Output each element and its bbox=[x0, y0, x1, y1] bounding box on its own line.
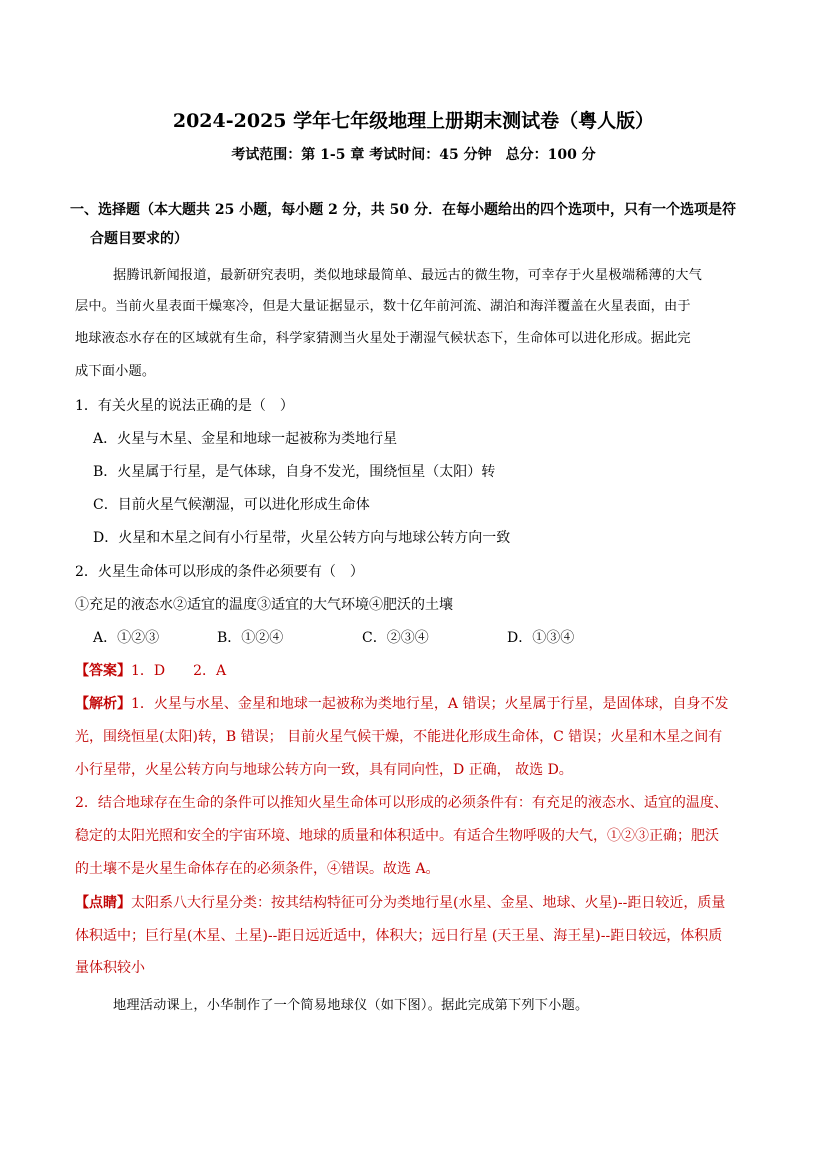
answer-line bbox=[75, 661, 226, 681]
answer-label: 【答案】 bbox=[75, 663, 131, 679]
material-paragraph-line: 成下面小题。 bbox=[75, 364, 156, 379]
tip-line: 体积适中；巨行星(木星、土星)--距日远近适中，体积大；远日行星 (天王星、海王星)--距日较远，体积质 bbox=[75, 928, 723, 944]
question-1-option-a: A．火星与木星、金星和地球一起被称为类地行星 bbox=[93, 431, 398, 447]
material-paragraph-line: 地球液态水存在的区域就有生命，科学家猜测当火星处于潮湿气候状态下，生命体可以进化形成。据此完 bbox=[75, 331, 691, 346]
question-1-stem: 1．有关火星的说法正确的是（ ） bbox=[75, 398, 294, 414]
tip-label: 【点睛】 bbox=[75, 895, 131, 911]
analysis-line: 稳定的太阳光照和安全的宇宙环境、地球的质量和体积适中。有适合生物呼吸的大气，①②③正确；肥沃 bbox=[75, 828, 719, 844]
question-1-option-d: D．火星和木星之间有小行星带，火星公转方向与地球公转方向一致 bbox=[93, 530, 511, 546]
tip-line: 量体积较小 bbox=[75, 960, 145, 976]
question-2-option-d: D．①③④ bbox=[507, 630, 575, 646]
question-2-option-c: C．②③④ bbox=[362, 630, 429, 646]
tip-line bbox=[75, 893, 725, 913]
material-paragraph-line: 据腾讯新闻报道，最新研究表明，类似地球最简单、最远古的微生物，可幸存于火星极端稀薄的大气 bbox=[113, 268, 703, 283]
analysis-line: 光，围绕恒星(太阳)转，B 错误； 目前火星气候干燥，不能进化形成生命体，C 错误；火星和木星之间有 bbox=[75, 729, 723, 745]
analysis-label: 【解析】 bbox=[75, 696, 131, 712]
question-1-option-b: B．火星属于行星，是气体球，自身不发光，围绕恒星（太阳）转 bbox=[93, 464, 496, 480]
question-2-stem: 2．火星生命体可以形成的条件必须要有（ ） bbox=[75, 564, 364, 580]
analysis-line: 2．结合地球存在生命的条件可以推知火星生命体可以形成的必须条件有：有充足的液态水、适宜的温度、 bbox=[75, 795, 728, 811]
analysis-text: 1．火星与水星、金星和地球一起被称为类地行星，A 错误；火星属于行星，是固体球，自身不发 bbox=[131, 696, 729, 712]
question-2-conditions: ①充足的液态水②适宜的温度③适宜的大气环境④肥沃的土壤 bbox=[75, 597, 453, 613]
page-title: 2024-2025 学年七年级地理上册期末测试卷（粤人版） bbox=[172, 110, 655, 132]
section-heading-line2: 合题目要求的） bbox=[90, 231, 188, 247]
material-2-paragraph: 地理活动课上，小华制作了一个简易地球仪（如下图）。据此完成第下列下小题。 bbox=[113, 998, 589, 1013]
answer-text: 1．D 2．A bbox=[131, 663, 227, 679]
analysis-line bbox=[75, 694, 728, 714]
tip-text: 太阳系八大行星分类：按其结构特征可分为类地行星(水星、金星、地球、火星)--距日较近，质量 bbox=[131, 895, 726, 911]
question-2-option-a: A．①②③ bbox=[93, 630, 160, 646]
question-1-option-c: C．目前火星气候潮湿，可以进化形成生命体 bbox=[93, 497, 370, 513]
exam-info: 考试范围：第 1-5 章 考试时间：45 分钟 总分：100 分 bbox=[231, 147, 596, 163]
analysis-line: 小行星带，火星公转方向与地球公转方向一致，具有同向性，D 正确， 故选 D。 bbox=[75, 762, 573, 778]
material-paragraph-line: 层中。当前火星表面干燥寒冷，但是大量证据显示，数十亿年前河流、湖泊和海洋覆盖在火星表面，由于 bbox=[75, 299, 691, 314]
section-heading-line1: 一、选择题（本大题共 25 小题，每小题 2 分，共 50 分．在每小题给出的四个选项中，只有一个选项是符 bbox=[70, 202, 736, 218]
analysis-line: 的土壤不是火星生命体存在的必须条件，④错误。故选 A。 bbox=[75, 861, 440, 877]
question-2-option-b: B．①②④ bbox=[217, 630, 284, 646]
